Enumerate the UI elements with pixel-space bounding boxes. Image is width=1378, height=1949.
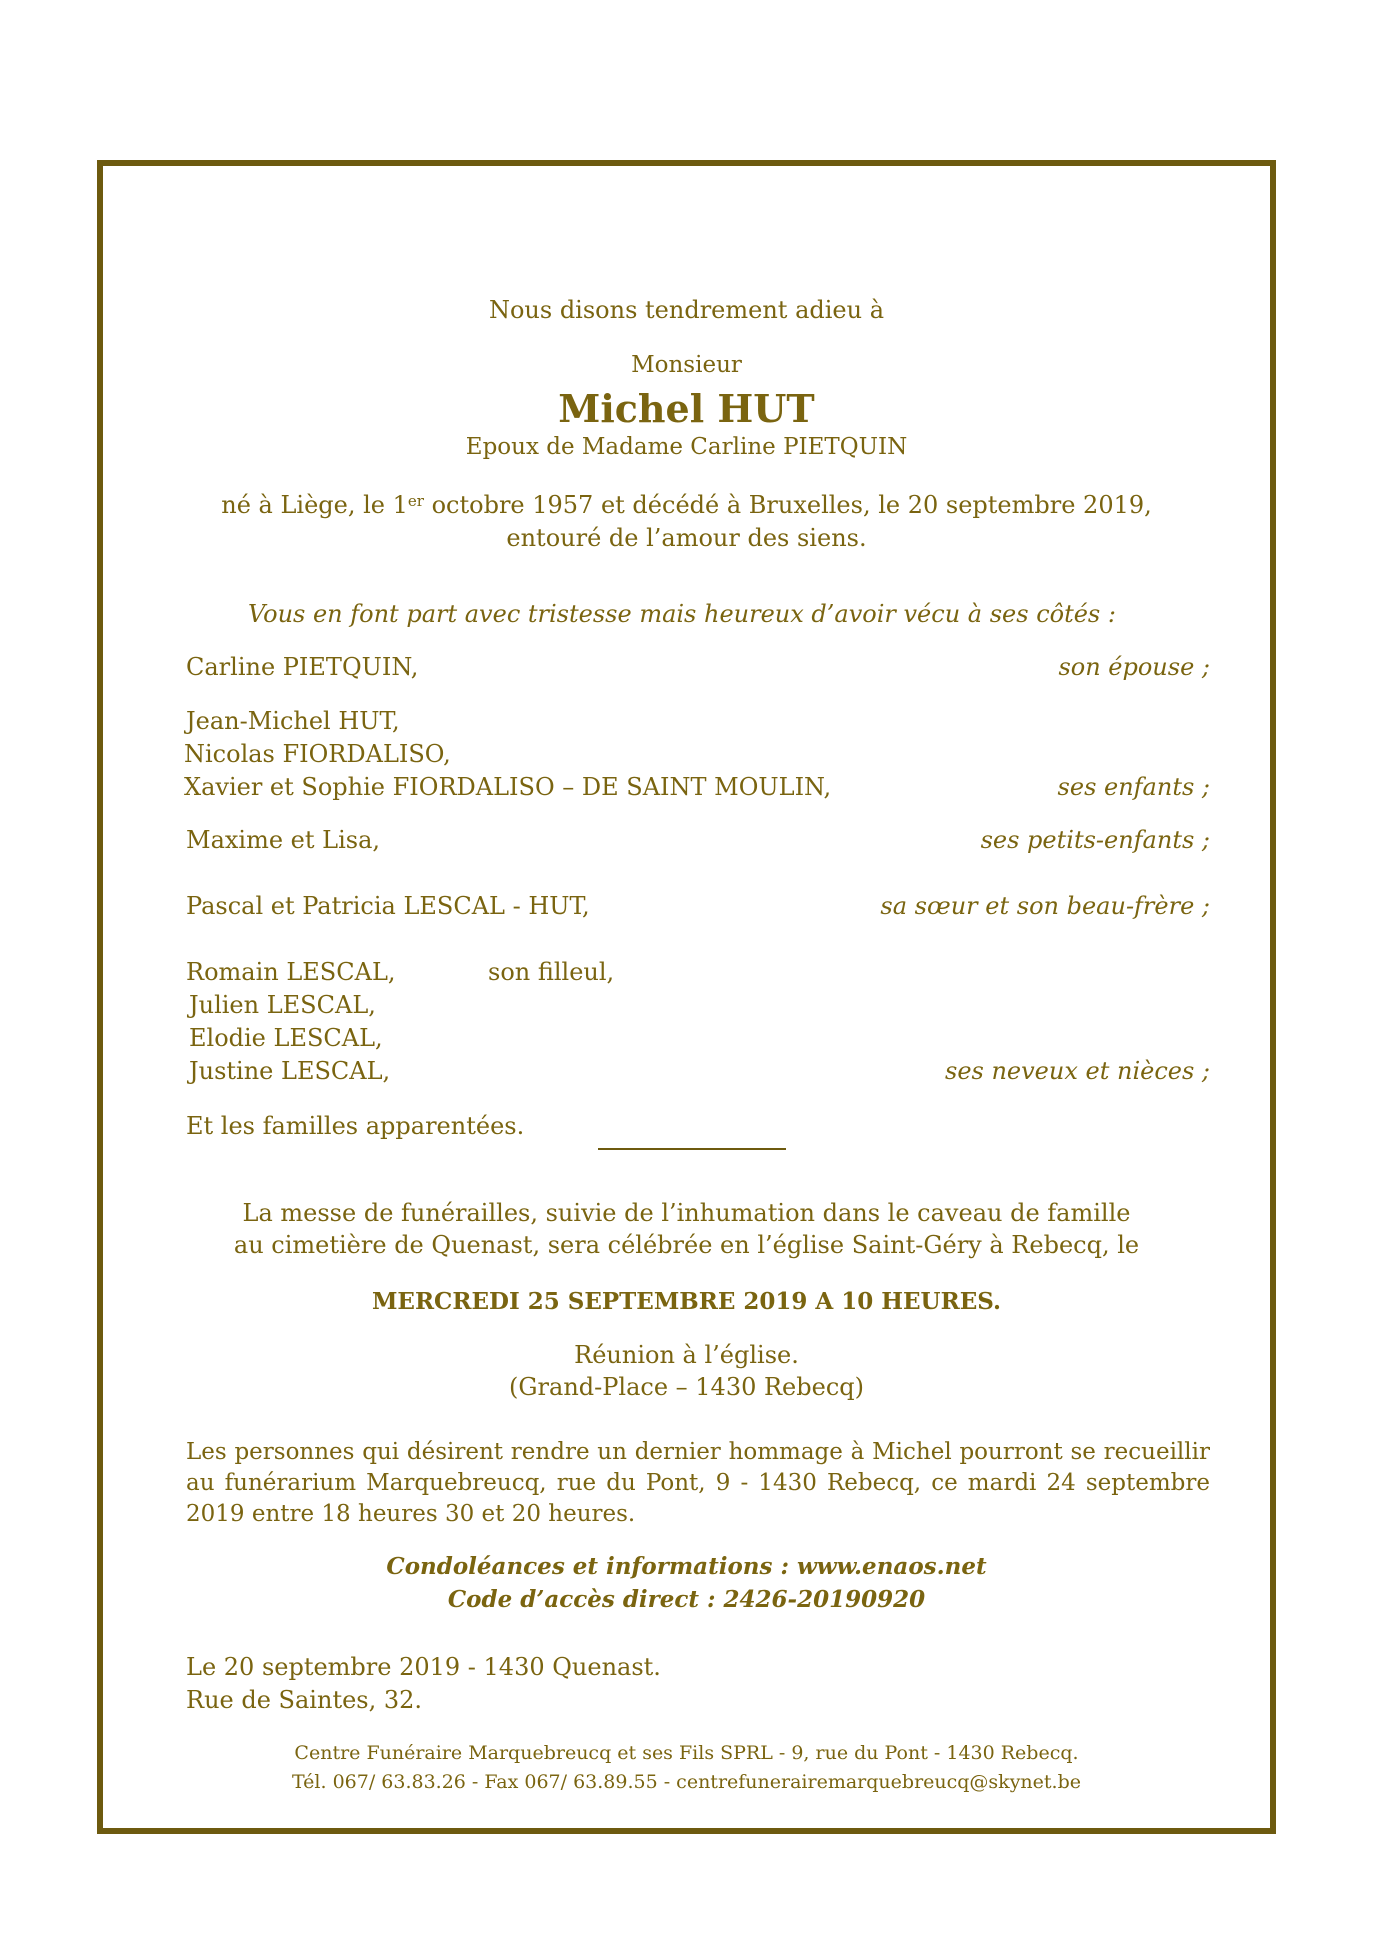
honorific: Monsieur xyxy=(631,352,742,378)
child-1: Jean-Michel HUT, xyxy=(186,707,400,735)
child-2: Nicolas FIORDALISO, xyxy=(184,740,451,768)
nephew-4: Justine LESCAL, xyxy=(189,1057,391,1085)
intro-line: Nous disons tendrement adieu à xyxy=(488,296,885,324)
ceremony-line1: La messe de funérailles, suivie de l’inhumation dans le caveau de famille xyxy=(242,1199,1131,1227)
nephew-1: Romain LESCAL, xyxy=(186,958,396,986)
announce-line: Vous en font part avec tristesse mais heureux d’avoir vécu à ses côtés : xyxy=(248,600,1116,628)
meeting-line: Réunion à l’église. xyxy=(574,1341,799,1369)
children-role: ses enfants ; xyxy=(1057,773,1210,801)
nephew-3: Elodie LESCAL, xyxy=(189,1024,383,1052)
ceremony-line2: au cimetière de Quenast, sera célébrée en l’église Saint-Géry à Rebecq, le xyxy=(233,1231,1140,1259)
birth-ordinal: er xyxy=(407,492,424,510)
sender-line2: Rue de Saintes, 32. xyxy=(186,1686,423,1714)
footer-line1: Centre Funéraire Marquebreucq et ses Fils SPRL - 9, rue du Pont - 1430 Rebecq. xyxy=(294,1742,1079,1764)
grandchildren-role: ses petits-enfants ; xyxy=(980,826,1210,854)
birth-line2: entouré de l’amour des siens. xyxy=(506,524,867,552)
separator-rule xyxy=(598,1148,786,1150)
meeting-address: (Grand-Place – 1430 Rebecq) xyxy=(509,1373,864,1401)
spouse-line: Epoux de Madame Carline PIETQUIN xyxy=(465,434,908,460)
condolences-line1: Condoléances et informations : www.enaos.net xyxy=(386,1553,987,1580)
condolences-line2: Code d’accès direct : 2426-20190920 xyxy=(447,1586,926,1613)
spouse-role: son épouse ; xyxy=(1058,653,1210,681)
grandchildren: Maxime et Lisa, xyxy=(186,826,381,854)
child-3: Xavier et Sophie FIORDALISO – DE SAINT MOULIN, xyxy=(184,773,832,801)
deceased-name: Michel HUT xyxy=(558,386,815,431)
related-families: Et les familles apparentées. xyxy=(186,1112,525,1140)
footer-line2: Tél. 067/ 63.83.26 - Fax 067/ 63.89.55 - centrefunerairemarquebreucq@skynet.be xyxy=(291,1771,1081,1793)
spouse-name: Carline PIETQUIN, xyxy=(186,653,419,681)
ceremony-date: MERCREDI 25 SEPTEMBRE 2019 A 10 HEURES. xyxy=(371,1288,1002,1315)
sibling: Pascal et Patricia LESCAL - HUT, xyxy=(186,892,590,920)
birth-part1: né à Liège, le 1 xyxy=(221,491,408,519)
birth-death-line xyxy=(97,491,1276,519)
visitation-paragraph: Les personnes qui désirent rendre un dernier hommage à Michel pourront se recueillir au funérarium Marquebreucq, rue du Pont, 9 - 1430 Rebecq, ce mardi 24 septembre 2019 entre 18 heures 30 et 20 heures. xyxy=(186,1439,1210,1527)
nephews-role: ses neveux et nièces ; xyxy=(945,1057,1210,1085)
godson-note: son filleul, xyxy=(488,958,615,986)
sender-line1: Le 20 septembre 2019 - 1430 Quenast. xyxy=(186,1653,661,1681)
sibling-role: sa sœur et son beau-frère ; xyxy=(880,892,1210,920)
birth-part2: octobre 1957 et décédé à Bruxelles, le 20 septembre 2019, xyxy=(423,491,1152,519)
nephew-2: Julien LESCAL, xyxy=(189,991,376,1019)
